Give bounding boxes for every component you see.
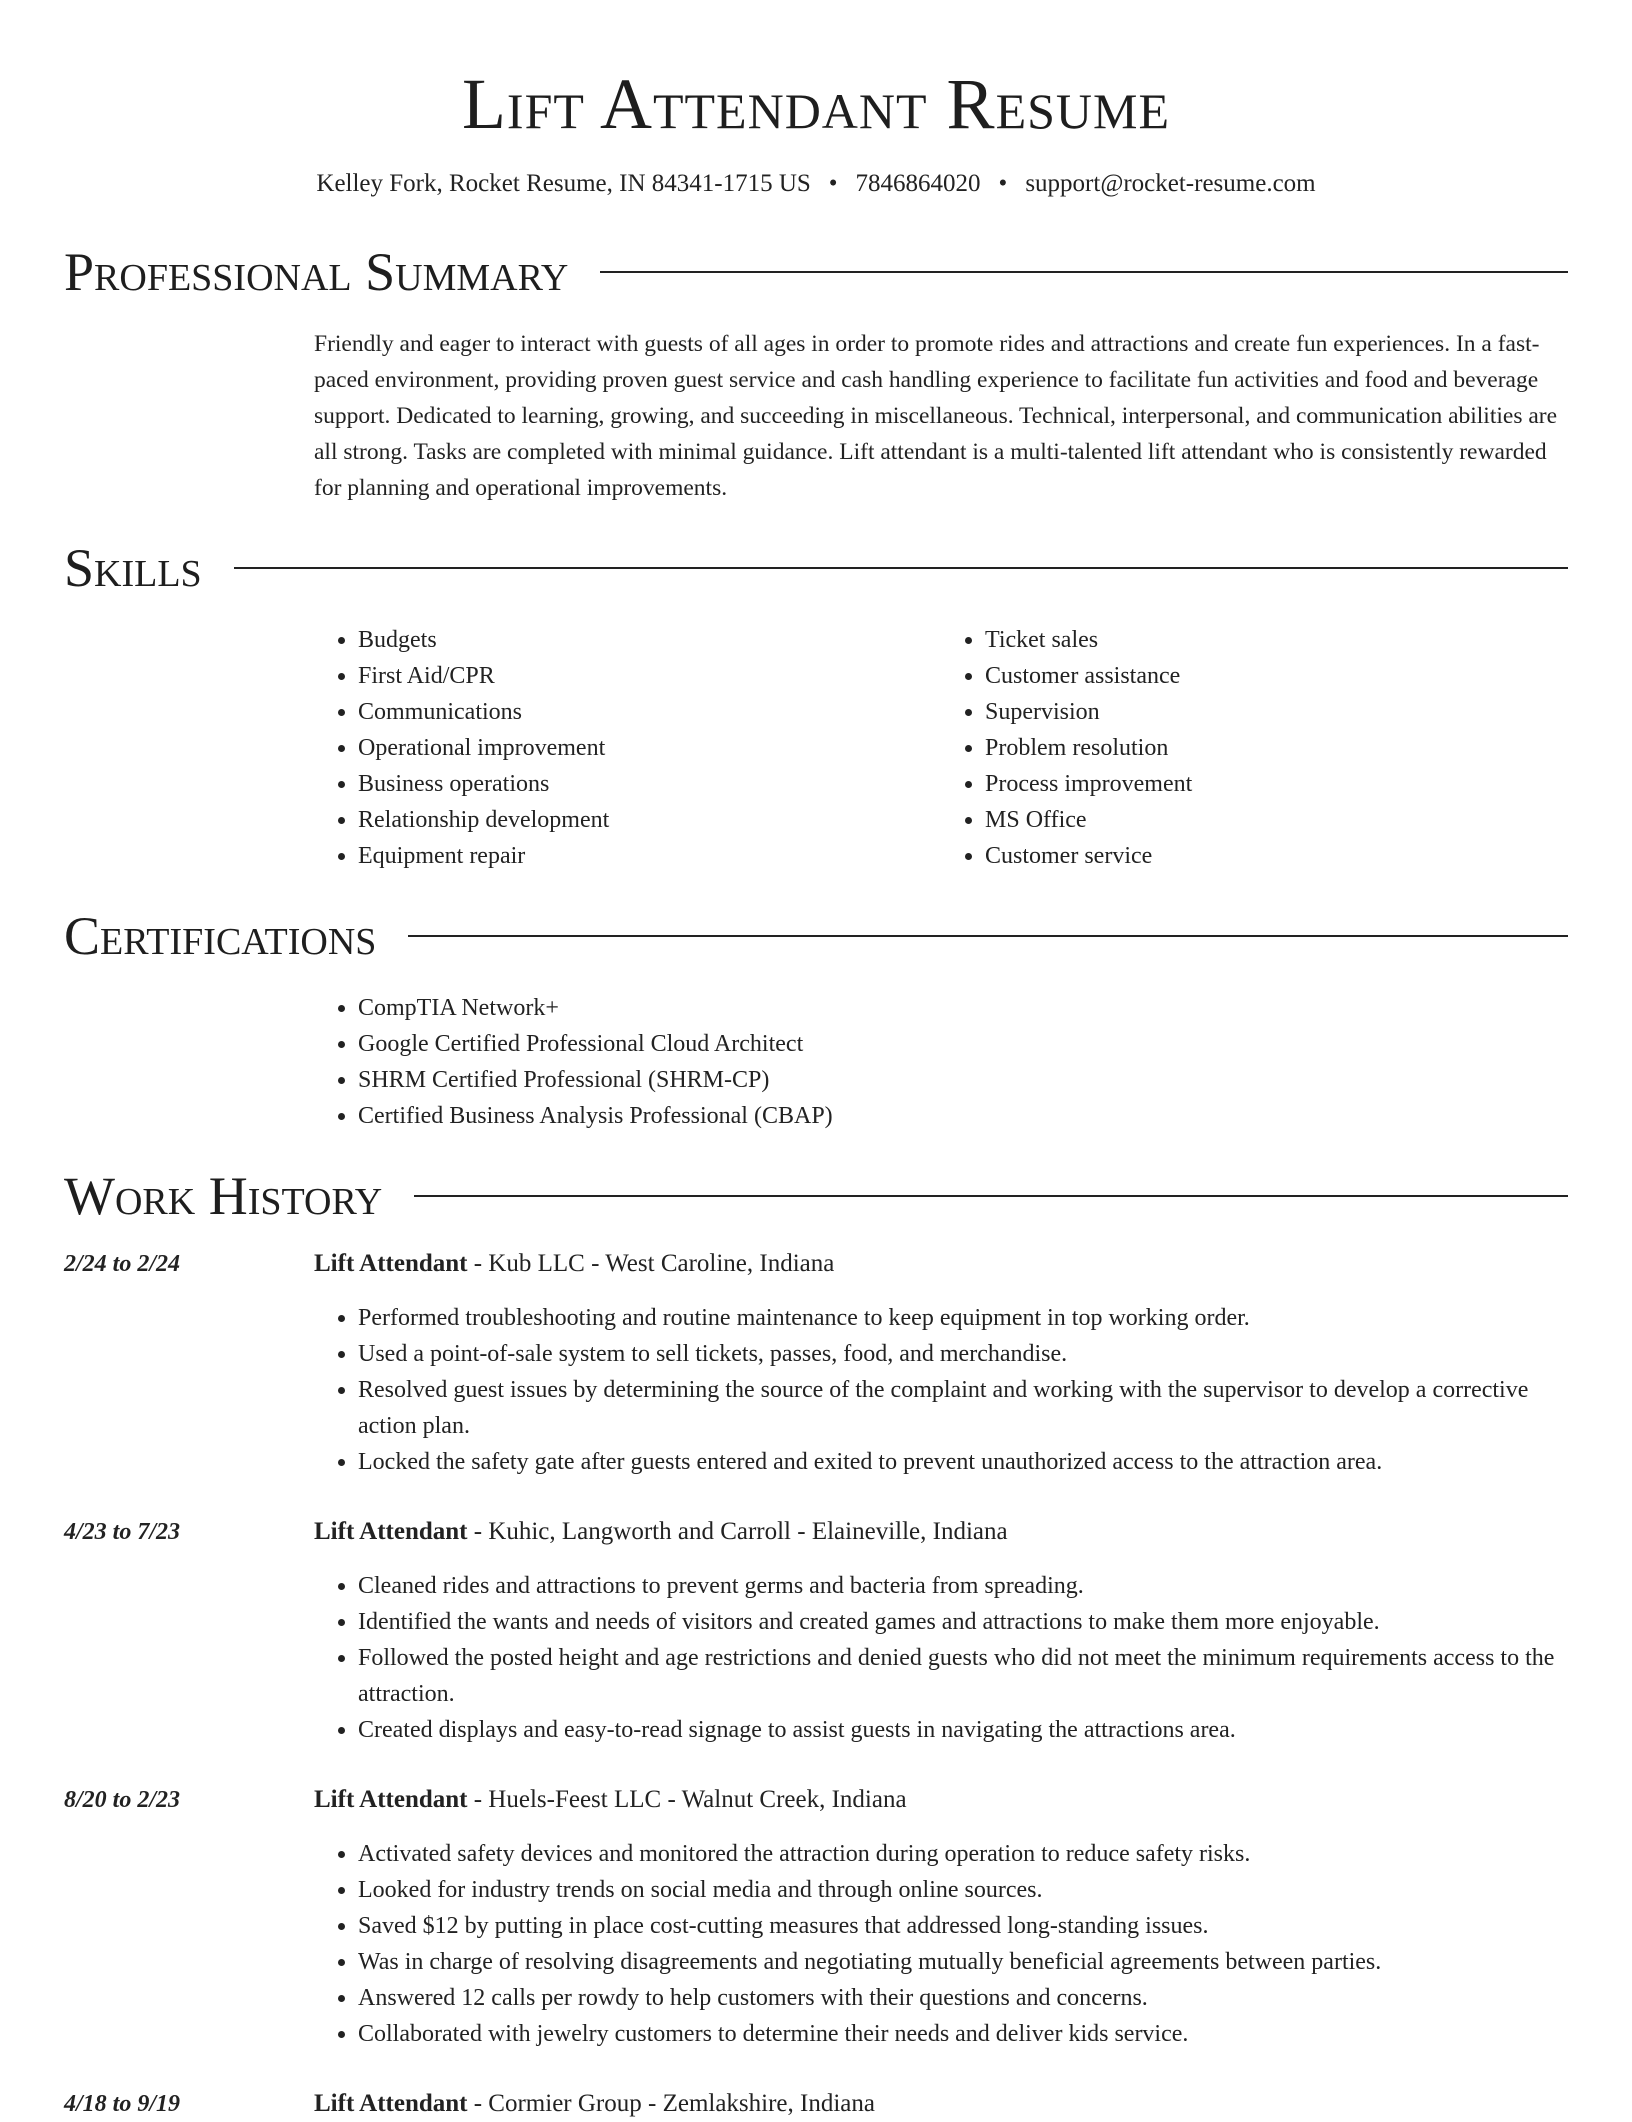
job-duty-item: • Cleaned rides and attractions to prevent germs and bacteria from spreading. [358, 1568, 1568, 1604]
job-duty-item: • Collaborated with jewelry customers to determine their needs and deliver kids service. [358, 2016, 1568, 2052]
job-title: Lift Attendant [314, 1250, 468, 1277]
certifications-header [64, 904, 1568, 968]
summary-header [64, 240, 1568, 304]
job-company-location: - Kuhic, Langworth and Carroll - Elaineville, Indiana [467, 1518, 1008, 1545]
job-duty-item: • Created displays and easy-to-read signage to assist guests in navigating the attractions area. [358, 1712, 1568, 1748]
summary-text: Friendly and eager to interact with guests of all ages in order to promote rides and attractions and create fun experiences. In a fast-paced environment, providing proven guest service and cash handling experience to facilitate fun activities and food and beverage support. Dedicated to learning, growing, and succeeding in miscellaneous. Technical, interpersonal, and communication abilities are all strong. Tasks are completed with minimal guidance. Lift attendant is a multi-talented lift attendant who is consistently rewarded for planning and operational improvements. [314, 331, 1558, 501]
certifications-body [314, 990, 1568, 1134]
job-title: Lift Attendant [314, 2090, 468, 2117]
job-duty-item: • Looked for industry trends on social media and through online sources. [358, 1872, 1568, 1908]
summary-section [64, 240, 1568, 506]
section-divider [408, 935, 1568, 937]
skills-heading: Skills [64, 538, 202, 598]
job-body [314, 1514, 1568, 1748]
section-divider [600, 271, 1568, 273]
resume-title: Lift Attendant Resume [461, 64, 1171, 144]
skill-item: • MS Office [985, 802, 1568, 838]
skill-item: • Ticket sales [985, 622, 1568, 658]
job-duties-list [314, 1300, 1568, 1480]
contact-line [64, 168, 1568, 200]
job-duty-item: • Saved $12 by putting in place cost-cutting measures that addressed long-standing issues. [358, 1908, 1568, 1944]
job-entry [64, 2086, 1568, 2122]
contact-separator: • [828, 170, 838, 197]
job-dates: 4/23 to 7/23 [64, 1519, 181, 1545]
job-duty-item: • Resolved guest issues by determining the source of the complaint and working with the supervisor to develop a corrective action plan. [358, 1372, 1568, 1444]
job-title: Lift Attendant [314, 1518, 468, 1545]
skill-item: • Relationship development [358, 802, 941, 838]
skills-section [64, 536, 1568, 874]
job-duty-item: • Followed the posted height and age restrictions and denied guests who did not meet the minimum requirements access to the attraction. [358, 1640, 1568, 1712]
job-header [314, 1514, 1568, 1550]
skill-item: • Budgets [358, 622, 941, 658]
job-company-location: - Kub LLC - West Caroline, Indiana [467, 1250, 835, 1277]
section-divider [414, 1195, 1568, 1197]
certifications-list [314, 990, 1568, 1134]
job-duties-list [314, 1836, 1568, 2052]
job-header [314, 2086, 1568, 2122]
job-duty-item: • Activated safety devices and monitored the attraction during operation to reduce safety risks. [358, 1836, 1568, 1872]
summary-body [314, 326, 1568, 506]
job-entry [64, 1782, 1568, 2052]
job-list [64, 1246, 1568, 2122]
skill-item: • Process improvement [985, 766, 1568, 802]
skills-header [64, 536, 1568, 600]
skill-item: • Equipment repair [358, 838, 941, 874]
job-title: Lift Attendant [314, 1786, 468, 1813]
section-divider [234, 567, 1568, 569]
certifications-heading: Certifications [64, 906, 377, 966]
contact-phone: 7846864020 [855, 170, 981, 197]
job-dates: 8/20 to 2/23 [64, 1787, 181, 1813]
job-header [314, 1246, 1568, 1282]
resume-page [64, 0, 1568, 2122]
skills-grid [314, 622, 1568, 874]
job-duty-item: • Used a point-of-sale system to sell tickets, passes, food, and merchandise. [358, 1336, 1568, 1372]
summary-heading: Professional Summary [64, 242, 569, 302]
job-duty-item: • Performed troubleshooting and routine maintenance to keep equipment in top working order. [358, 1300, 1568, 1336]
job-duties-list [314, 1568, 1568, 1748]
skill-item: • Customer assistance [985, 658, 1568, 694]
contact-separator: • [998, 170, 1008, 197]
job-company-location: - Huels-Feest LLC - Walnut Creek, Indiana [467, 1786, 907, 1813]
skill-item: • Customer service [985, 838, 1568, 874]
job-duty-item: • Answered 12 calls per rowdy to help customers with their questions and concerns. [358, 1980, 1568, 2016]
work-history-section [64, 1164, 1568, 2122]
contact-address: Kelley Fork, Rocket Resume, IN 84341-1715 US [316, 170, 811, 197]
work-history-header [64, 1164, 1568, 1228]
job-duty-item: • Identified the wants and needs of visitors and created games and attractions to make them more enjoyable. [358, 1604, 1568, 1640]
certification-item: • SHRM Certified Professional (SHRM-CP) [358, 1062, 1568, 1098]
contact-email[interactable]: support@rocket-resume.com [1025, 170, 1316, 197]
job-header [314, 1782, 1568, 1818]
skill-item: • Business operations [358, 766, 941, 802]
skills-list-right [941, 622, 1568, 874]
work-history-heading: Work History [64, 1166, 383, 1226]
job-duty-item: • Was in charge of resolving disagreements and negotiating mutually beneficial agreements between parties. [358, 1944, 1568, 1980]
job-body [314, 1246, 1568, 1480]
skills-list-left [314, 622, 941, 874]
job-company-location: - Cormier Group - Zemlakshire, Indiana [467, 2090, 875, 2117]
job-entry [64, 1246, 1568, 1480]
job-dates: 2/24 to 2/24 [64, 1251, 181, 1277]
job-duty-item: • Locked the safety gate after guests entered and exited to prevent unauthorized access to the attraction area. [358, 1444, 1568, 1480]
skill-item: • First Aid/CPR [358, 658, 941, 694]
certification-item: • Certified Business Analysis Professional (CBAP) [358, 1098, 1568, 1134]
job-entry [64, 1514, 1568, 1748]
certification-item: • CompTIA Network+ [358, 990, 1568, 1026]
certification-item: • Google Certified Professional Cloud Architect [358, 1026, 1568, 1062]
job-dates: 4/18 to 9/19 [64, 2091, 181, 2117]
certifications-section [64, 904, 1568, 1134]
job-body [314, 2086, 1568, 2122]
skill-item: • Communications [358, 694, 941, 730]
skill-item: • Operational improvement [358, 730, 941, 766]
job-body [314, 1782, 1568, 2052]
skill-item: • Problem resolution [985, 730, 1568, 766]
skill-item: • Supervision [985, 694, 1568, 730]
